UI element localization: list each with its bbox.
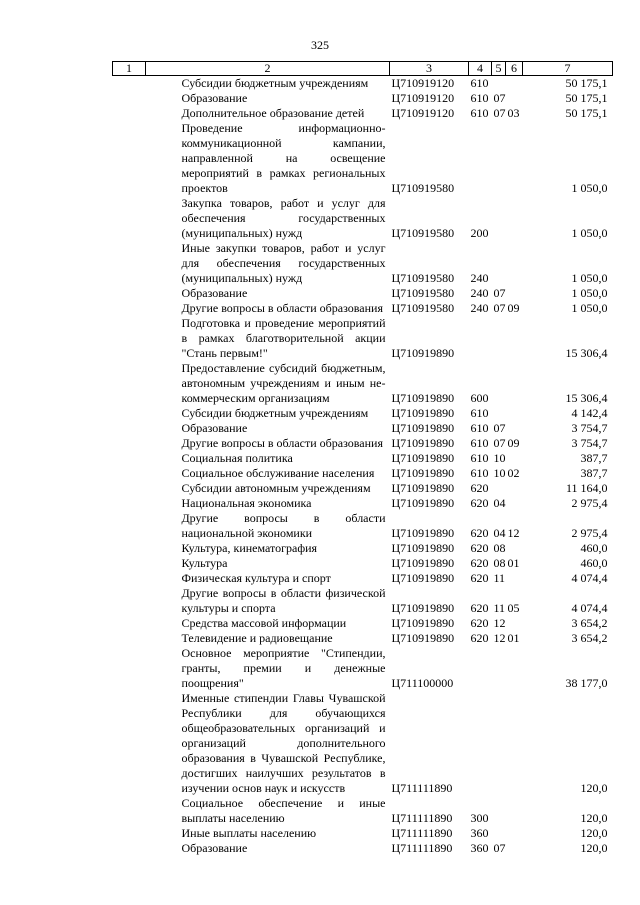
cell-section: 07 <box>493 436 506 450</box>
cell-amount: 120,0 <box>580 781 608 795</box>
cell-code: Ц710919890 <box>391 406 455 420</box>
cell-blank <box>113 406 146 421</box>
table-row <box>113 511 613 541</box>
cell-kvr: 610 <box>470 466 489 480</box>
cell-name: Социальное обслуживание населения <box>181 466 375 480</box>
cell-subsection <box>506 826 523 841</box>
table-row <box>113 241 613 286</box>
cell-blank <box>113 286 146 301</box>
cell-subsection <box>506 646 523 691</box>
cell-name: Закупка товаров, работ и услуг для обеспечения государственных (муниципальных) нужд <box>181 196 386 240</box>
table-row <box>113 301 613 316</box>
cell-code: Ц710919890 <box>391 496 455 510</box>
budget-table <box>112 61 613 856</box>
cell-amount: 460,0 <box>580 541 608 555</box>
table-row <box>113 91 613 106</box>
cell-kvr: 600 <box>470 391 489 405</box>
header-col-4: 4 <box>469 62 492 76</box>
table-row <box>113 76 613 92</box>
cell-kvr <box>469 691 492 796</box>
cell-code: Ц710919580 <box>391 181 455 195</box>
cell-amount: 15 306,4 <box>565 346 608 360</box>
cell-section <box>492 76 506 92</box>
cell-amount: 50 175,1 <box>565 76 608 90</box>
table-row <box>113 361 613 406</box>
table-row <box>113 556 613 571</box>
cell-section: 07 <box>493 106 506 120</box>
header-col-6: 6 <box>506 62 523 76</box>
cell-kvr: 610 <box>470 421 489 435</box>
cell-blank <box>113 826 146 841</box>
cell-subsection <box>506 421 523 436</box>
header-col-1: 1 <box>113 62 146 76</box>
cell-code: Ц710919890 <box>391 391 455 405</box>
cell-code: Ц710919890 <box>391 616 455 630</box>
table-row <box>113 826 613 841</box>
table-row <box>113 796 613 826</box>
cell-kvr: 620 <box>470 616 489 630</box>
cell-name: Субсидии автономным учреждениям <box>181 481 371 495</box>
cell-amount: 387,7 <box>580 451 608 465</box>
cell-code: Ц711111890 <box>391 826 453 840</box>
cell-code: Ц711100000 <box>391 676 454 690</box>
cell-code: Ц710919890 <box>391 346 455 360</box>
table-row <box>113 451 613 466</box>
cell-amount: 1 050,0 <box>571 286 608 300</box>
cell-code: Ц710919890 <box>391 571 455 585</box>
cell-section: 08 <box>493 541 506 555</box>
cell-kvr: 620 <box>470 601 489 615</box>
cell-section <box>492 406 506 421</box>
cell-subsection <box>506 796 523 826</box>
header-col-7: 7 <box>523 62 613 76</box>
cell-blank <box>113 316 146 361</box>
cell-code: Ц710919890 <box>391 526 455 540</box>
cell-section: 07 <box>493 91 506 105</box>
cell-subsection <box>506 121 523 196</box>
cell-blank <box>113 76 146 92</box>
cell-amount: 4 074,4 <box>571 601 608 615</box>
cell-name: Культура <box>181 556 228 570</box>
cell-subsection <box>506 481 523 496</box>
cell-amount: 1 050,0 <box>571 181 608 195</box>
cell-subsection <box>506 361 523 406</box>
cell-subsection: 05 <box>507 601 520 615</box>
cell-subsection <box>506 286 523 301</box>
table-row <box>113 286 613 301</box>
cell-section <box>492 316 506 361</box>
cell-subsection <box>506 616 523 631</box>
cell-subsection: 09 <box>507 301 520 315</box>
cell-name: Социальное обеспечение и иные выплаты населению <box>181 796 386 825</box>
cell-kvr: 620 <box>470 481 489 495</box>
cell-name: Физическая культура и спорт <box>181 571 331 585</box>
cell-kvr: 620 <box>470 556 489 570</box>
cell-subsection <box>506 541 523 556</box>
cell-blank <box>113 511 146 541</box>
cell-amount: 387,7 <box>580 466 608 480</box>
cell-blank <box>113 796 146 826</box>
cell-amount: 1 050,0 <box>571 226 608 240</box>
cell-blank <box>113 646 146 691</box>
cell-section: 07 <box>493 286 506 300</box>
cell-code: Ц710919890 <box>391 451 455 465</box>
cell-subsection: 03 <box>507 106 520 120</box>
header-col-3: 3 <box>390 62 469 76</box>
cell-kvr <box>469 646 492 691</box>
cell-kvr: 610 <box>470 406 489 420</box>
cell-name: Именные стипендии Главы Чувашской Республики для обучающихся общеобразовательных организаций и организаций дополнительного образования в Чувашской Республике, достигших наилучших результатов в изучении основ наук и искусств <box>181 691 386 795</box>
cell-section: 07 <box>493 421 506 435</box>
cell-blank <box>113 106 146 121</box>
table-row <box>113 121 613 196</box>
table-row <box>113 316 613 361</box>
table-body <box>113 76 613 857</box>
cell-amount: 3 754,7 <box>571 436 608 450</box>
cell-subsection <box>506 451 523 466</box>
table-row <box>113 481 613 496</box>
cell-name: Другие вопросы в области национальной экономики <box>181 511 386 540</box>
cell-subsection: 01 <box>507 631 520 645</box>
cell-subsection <box>506 196 523 241</box>
cell-section: 12 <box>493 616 506 630</box>
cell-name: Другие вопросы в области физической культуры и спорта <box>181 586 386 615</box>
table-row <box>113 541 613 556</box>
cell-code: Ц710919580 <box>391 286 455 300</box>
cell-code: Ц710919890 <box>391 556 455 570</box>
cell-subsection <box>506 91 523 106</box>
cell-section: 08 <box>493 556 506 570</box>
cell-code: Ц710919890 <box>391 631 455 645</box>
cell-blank <box>113 691 146 796</box>
cell-amount: 3 654,2 <box>571 616 608 630</box>
cell-kvr: 360 <box>470 841 489 855</box>
cell-section <box>492 796 506 826</box>
cell-name: Образование <box>181 421 248 435</box>
cell-section: 10 <box>493 451 506 465</box>
cell-amount: 1 050,0 <box>571 271 608 285</box>
cell-kvr: 240 <box>470 301 489 315</box>
cell-code: Ц710919580 <box>391 226 455 240</box>
cell-section <box>492 196 506 241</box>
cell-blank <box>113 466 146 481</box>
cell-code: Ц710919890 <box>391 481 455 495</box>
table-row <box>113 196 613 241</box>
cell-name: Образование <box>181 841 248 855</box>
cell-kvr: 620 <box>470 631 489 645</box>
table-row <box>113 421 613 436</box>
cell-kvr: 240 <box>470 286 489 300</box>
cell-blank <box>113 496 146 511</box>
cell-section <box>492 361 506 406</box>
cell-subsection <box>506 691 523 796</box>
cell-kvr: 610 <box>470 76 489 90</box>
cell-subsection <box>506 841 523 856</box>
table-row <box>113 586 613 616</box>
table-row <box>113 406 613 421</box>
cell-name: Социальная политика <box>181 451 293 465</box>
header-col-5: 5 <box>492 62 506 76</box>
cell-amount: 1 050,0 <box>571 301 608 315</box>
cell-amount: 50 175,1 <box>565 106 608 120</box>
cell-section: 11 <box>493 601 506 615</box>
cell-blank <box>113 196 146 241</box>
cell-code: Ц710919890 <box>391 436 455 450</box>
cell-section <box>492 481 506 496</box>
cell-name: Телевидение и радиовещание <box>181 631 333 645</box>
cell-subsection: 12 <box>507 526 520 540</box>
cell-code: Ц710919120 <box>391 91 455 105</box>
cell-section <box>492 826 506 841</box>
cell-name: Субсидии бюджетным учреждениям <box>181 406 369 420</box>
cell-kvr: 360 <box>470 826 489 840</box>
cell-kvr: 620 <box>470 571 489 585</box>
cell-blank <box>113 436 146 451</box>
cell-kvr <box>469 316 492 361</box>
cell-code: Ц710919890 <box>391 541 455 555</box>
cell-subsection <box>506 406 523 421</box>
cell-blank <box>113 91 146 106</box>
table-row <box>113 466 613 481</box>
cell-section <box>492 691 506 796</box>
cell-name: Другие вопросы в области образования <box>181 436 383 450</box>
cell-amount: 120,0 <box>580 841 608 855</box>
cell-kvr: 620 <box>470 541 489 555</box>
cell-subsection <box>506 571 523 586</box>
cell-amount: 3 754,7 <box>571 421 608 435</box>
cell-amount: 2 975,4 <box>571 526 608 540</box>
cell-name: Национальная экономика <box>181 496 312 510</box>
cell-subsection: 09 <box>507 436 520 450</box>
cell-code: Ц711111890 <box>391 811 453 825</box>
cell-blank <box>113 541 146 556</box>
table-row <box>113 631 613 646</box>
cell-subsection <box>506 316 523 361</box>
cell-code: Ц710919890 <box>391 466 455 480</box>
page-number: 325 <box>311 38 329 52</box>
table-row <box>113 646 613 691</box>
cell-section <box>492 646 506 691</box>
table-header-row <box>113 62 613 76</box>
cell-code: Ц710919120 <box>391 106 455 120</box>
cell-name: Проведение информационно-коммуникационной кампании, направленной на освещение мероприятий в рамках региональных проектов <box>181 121 386 195</box>
cell-code: Ц710919580 <box>391 271 455 285</box>
cell-amount: 11 164,0 <box>565 481 608 495</box>
cell-amount: 120,0 <box>580 826 608 840</box>
cell-subsection: 01 <box>507 556 520 570</box>
cell-code: Ц710919890 <box>391 421 455 435</box>
table-row <box>113 496 613 511</box>
table-row <box>113 436 613 451</box>
cell-blank <box>113 301 146 316</box>
cell-blank <box>113 121 146 196</box>
cell-kvr: 620 <box>470 526 489 540</box>
cell-subsection: 02 <box>507 466 520 480</box>
cell-blank <box>113 481 146 496</box>
cell-name: Предоставление субсидий бюджетным, автономным учреждениям и иным некоммерческим организациям <box>181 361 386 405</box>
cell-amount: 3 654,2 <box>571 631 608 645</box>
cell-name: Субсидии бюджетным учреждениям <box>181 76 369 90</box>
cell-section: 04 <box>493 526 506 540</box>
cell-kvr: 610 <box>470 91 489 105</box>
cell-kvr: 610 <box>470 436 489 450</box>
cell-name: Образование <box>181 286 248 300</box>
cell-kvr: 610 <box>470 106 489 120</box>
cell-code: Ц711111890 <box>391 841 453 855</box>
cell-section: 12 <box>493 631 506 645</box>
cell-blank <box>113 841 146 856</box>
cell-code: Ц710919580 <box>391 301 455 315</box>
cell-kvr <box>469 121 492 196</box>
cell-section: 11 <box>493 571 506 585</box>
cell-blank <box>113 631 146 646</box>
cell-amount: 2 975,4 <box>571 496 608 510</box>
cell-code: Ц711111890 <box>391 781 453 795</box>
cell-subsection <box>506 76 523 92</box>
cell-amount: 120,0 <box>580 811 608 825</box>
table-row <box>113 106 613 121</box>
header-col-2: 2 <box>146 62 390 76</box>
cell-amount: 15 306,4 <box>565 391 608 405</box>
cell-name: Другие вопросы в области образования <box>181 301 383 315</box>
cell-section <box>492 241 506 286</box>
cell-code: Ц710919120 <box>391 76 455 90</box>
cell-amount: 38 177,0 <box>565 676 608 690</box>
table-row <box>113 691 613 796</box>
cell-subsection <box>506 496 523 511</box>
cell-blank <box>113 616 146 631</box>
cell-amount: 50 175,1 <box>565 91 608 105</box>
cell-kvr: 610 <box>470 451 489 465</box>
cell-kvr: 200 <box>470 226 489 240</box>
cell-name: Образование <box>181 91 248 105</box>
cell-code: Ц710919890 <box>391 601 455 615</box>
cell-kvr: 240 <box>470 271 489 285</box>
cell-name: Иные выплаты населению <box>181 826 317 840</box>
cell-section <box>492 121 506 196</box>
cell-name: Дополнительное образование детей <box>181 106 365 120</box>
table-row <box>113 616 613 631</box>
cell-subsection <box>506 241 523 286</box>
cell-section: 07 <box>493 301 506 315</box>
cell-name: Культура, кинематография <box>181 541 318 555</box>
cell-blank <box>113 241 146 286</box>
cell-blank <box>113 571 146 586</box>
cell-blank <box>113 451 146 466</box>
cell-blank <box>113 586 146 616</box>
cell-name: Подготовка и проведение мероприятий в рамках благотворительной акции "Стань первым!" <box>181 316 386 360</box>
cell-kvr: 300 <box>470 811 489 825</box>
cell-blank <box>113 421 146 436</box>
cell-name: Основное мероприятие "Стипендии, гранты, премии и денежные поощрения" <box>181 646 386 690</box>
cell-amount: 4 074,4 <box>571 571 608 585</box>
cell-amount: 4 142,4 <box>571 406 608 420</box>
table-row <box>113 571 613 586</box>
cell-name: Иные закупки товаров, работ и услуг для обеспечения государственных (муниципальных) нужд <box>181 241 386 285</box>
cell-blank <box>113 556 146 571</box>
cell-blank <box>113 361 146 406</box>
cell-kvr: 620 <box>470 496 489 510</box>
cell-section: 04 <box>493 496 506 510</box>
cell-section: 10 <box>493 466 506 480</box>
cell-section: 07 <box>493 841 506 855</box>
cell-amount: 460,0 <box>580 556 608 570</box>
table-row <box>113 841 613 856</box>
cell-name: Средства массовой информации <box>181 616 347 630</box>
